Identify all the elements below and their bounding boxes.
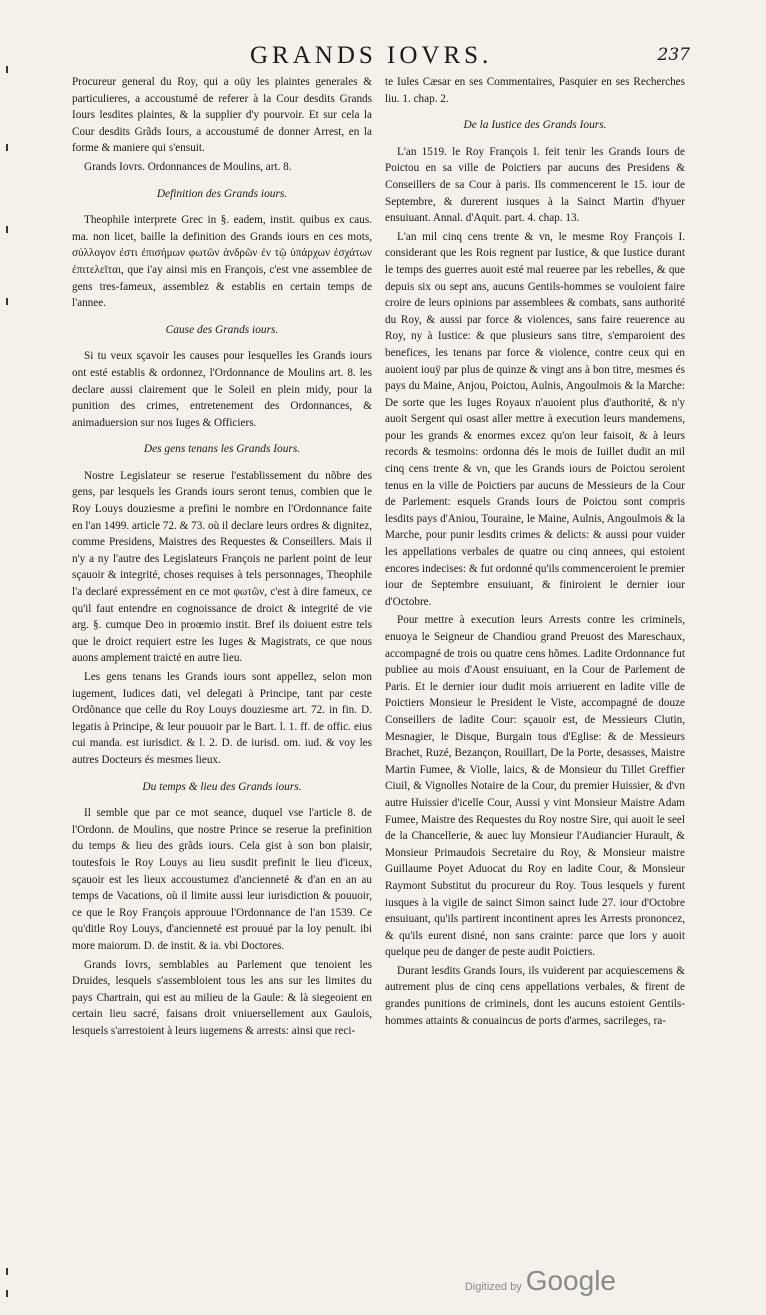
- section-heading: De la Iustice des Grands Iours.: [463, 119, 607, 132]
- digitized-by-watermark: [465, 1265, 616, 1297]
- section-heading: Definition des Grands iours.: [156, 187, 288, 200]
- paragraph: Il semble que par ce mot seance, duquel vse l'article 8. de l'Ordonn. de Moulins, que nostre Prince se reserue la prefinition du temps & lieu des grãds iours. Cela gist à son bon plaisir, toutesfois le Roy Louys au lieu susdit prefinit le lieu d'iceux, sçauoir est les lieux accoustumez d'ancienneté & d'an en an au temps de Vacations, où il limite aussi leur iurisdiction & pouuoir, ce que le Roy François approuue l'Ordonnance de l'an 1539. Ce qu'ditle Roy Louys, d'ancienneté est prouué par la loy penult. ibi more maiorum. D. de instit. & ia. vbi Doctores.: [72, 807, 372, 952]
- margin-mark: [6, 66, 12, 73]
- paragraph: Durant lesdits Grands Iours, ils vuiderent par acquiescemens & autrement plus de cinq cens appellations verbales, & firent de grandes punitions de criminels, dont les aucuns estoient Gentils-hommes attaints & conuaincus de ports d'armes, sacrileges, ra-: [385, 964, 685, 1027]
- paragraph: Si tu veux sçavoir les causes pour lesquelles les Grands iours ont esté establis & ordonnez, l'Ordonnance de Moulins art. 8. les declare aussi clairement que le Soleil en plein midy, pour la punition des crimes, entretenement des Ordonnances, & animaduersion sur nos Iuges & Officiers.: [72, 350, 372, 429]
- margin-mark: [6, 226, 12, 233]
- margin-mark: [6, 1268, 12, 1275]
- paragraph: L'an mil cinq cens trente & vn, le mesme Roy François I. considerant que les Rois regnent par Iustice, & que Iustice durant le temps des guerres auoit esté mal reueree par les rebelles, & que depuis six ou sept ans, aucuns Gentils-hommes se vouloient faire croire de leurs opinions par assemblees & combats, sans authorité du Roy, & aussi par force & violences, sans faire reuerence au Roy, ny à Iustice: & que plusieurs sans titre, s'emparoient des benefices, les tenans par force & violence, contre ceux qui en auoient iouÿ par plus de quinze & vingt ans à bon titre, mesmes és pays du Maine, Anjou, Poictou, Aulnis, Angoulmois & la Marche: De sorte que les Iuges Royaux n'auoient plus d'authorité, & n'y auoit Sergent qui osast aller mettre à execution leurs mandemens, pour les grands & enormes excez qu'on leur faisoit, & à leurs records & tesmoins: ordonna dés le mois de Iuillet dudit an mil cinq cens trente & vn, que les Grands iours de Poictou seroient tenus en la ville de Poictiers par aucuns de Messieurs de la Cour de Parlement: esquels Grands Iours de Poictou sont compris lesdits pays d'Aniou, Touraine, le Maine, Aulnis, Angoulmois & la Marche, pour punir lesdits crimes & delicts: & aussi pour vuider les appellations verbales de quatre ou cinq annees, qui estoient encores indecises: & fut ordonné qu'ils commenceroient le premier iour de Septembre ensuiuant, & finiroient le dernier iour d'Octobre.: [385, 230, 685, 608]
- paragraph: Nostre Legislateur se reserue l'establissement du nõbre des gens, par lesquels les Grands iours seront tenus, combien que le Roy Louys douziesme a prefini le nombre en l'Ordonnance faite en l'an 1499. article 72. & 73. où il declare leurs ordres & dignitez, comme Presidens, Maistres des Requestes & Conseillers. Mais il n'y a ny l'autre des Legislateurs François ne parlent point de leur sçauoir & integrité, choses requises à tels personnages, Theophile l'a declaré expressément en ce mot φωτῶν, c'est à dire fameux, ce qu'il faut entendre en cognoissance de droict & integrité de vie arg. §. cumque Deo in proœmio instit. Bref ils doiuent estre tels que le droict requiert estre les Iuges & Magistrats, ce que nous auons amplement traicté en autre lieu.: [72, 469, 372, 665]
- margin-mark: [6, 144, 12, 151]
- paragraph: L'an 1519. le Roy François I. feit tenir les Grands Iours de Poictou en sa ville de Poictiers par aucuns des Presidens & Conseillers de sa Cour à paris. Ils commencerent le 15. iour de Septembre, & durerent iusques à la Sainct Martin d'hyuer ensuiuant. Annal. d'Aquit. part. 4. chap. 13.: [385, 145, 685, 225]
- section-heading: Cause des Grands iours.: [165, 323, 279, 336]
- header-title: GRANDS IOVRS.: [250, 42, 493, 69]
- section-heading: Du temps & lieu des Grands iours.: [142, 780, 302, 793]
- left-column: [72, 74, 372, 1041]
- binding-edge-marks: [0, 40, 30, 1300]
- margin-mark: [6, 298, 12, 305]
- paragraph: Procureur general du Roy, qui a oüy les plaintes generales & particulieres, a accoustumé de referer à la Cour desdits Grands Iours lesdites plaintes, & la supplier d'y pourvoir. Et sur cela la Cour desdits Grãds Iours, a accoustumé de donner Arrest, en la forme & maniere qui s'ensuit.: [72, 76, 372, 155]
- paragraph: Theophile interprete Grec in §. eadem, instit. quibus ex caus. ma. non licet, baille la definition des Grands iours en ces mots, σύλλογον ἐστι ἐπισήμων φωτῶν ἀνδρῶν ἐν τῷ ὑπάρχων ἐσχάτων ἐπιτελεῖται, que i'ay ainsi mis en François, c'est vne assemblee de gens tres-fameux, assemblez & establis en certain temps de l'annee.: [72, 214, 372, 310]
- google-logo: Google: [525, 1265, 616, 1296]
- paragraph: Les gens tenans les Grands iours sont appellez, selon mon iugement, Iudices dati, vel delegati à Principe, tant par ceste Ordõnance que celle du Roy Louys douziesme art. 72. in fin. D. legatis à Principe, & leur pouuoir par le Bart. l. 1. ff. de offic. eius cui manda. est iurisdict. & l. 2. D. de iurisd. om. iud. & voy les autres Docteurs és mesmes lieux.: [72, 671, 372, 766]
- paragraph: Grands Iovrs, semblables au Parlement que tenoient les Druides, lesquels s'assembloient tous les ans sur les limites du pays Chartrain, qui est au milieu de la Gaule: & là siegeoient en certain lieu sacré, faisans droit vniuersellement aux Gaulois, lesquels s'arrestoient à leurs iugemens & arrests: ainsi que reci-: [72, 958, 372, 1037]
- watermark-prefix: Digitized by: [464, 1281, 522, 1293]
- paragraph: Pour mettre à execution leurs Arrests contre les criminels, enuoya le Seigneur de Chandiou grand Preuost des Mareschaux, accompagné de trois ou quatre cens hõmes. Ladite Ordonnance fut publiee au mois d'Aoust ensuiuant, en la Cour de Parlement de Paris. Et le dernier iour dudit mois arriuerent en ladite ville de Poictiers Monsieur le President le Viste, accompagné de douze Conseillers de ladite Cour: sçauoir est, de Messieurs Clutin, Mesnagier, le Disque, Burgain tous d'Eglise: & de Messieurs Brachet, Ruzé, Bezançon, Rouillart, De la Porte, desasses, Maistre Martin Fumee, & Violle, laics, & de Monsieur du Tillet Greffier Ciuil, & Vignolles Notaire de la Cour, du premier Huissier, & d'vn autre Huissier d'icelle Cour, Aussi y vint Monsieur Maistre Adam Fumee, Maistre des Requestes du Roy nostre Sire, qui auoit le seel de la Chancellerie, & auec luy Monsieur l'Audiancier Hurault, & Monsieur Primaudois Secretaire du Roy, & Monsieur maistre Guillaume Poyet Aduocat du Roy en ladite Cour, & Monsieur Raymont Substitut du procureur du Roy. Tous lesquels y furent iusques à la vigile de sainct Simon sainct Iude 27. iour d'Octobre ensuiuant, qu'ils partirent incontinent apres les Arrests prononcez, & qu'ils eurent disné, non sans crainte: parce que lors y auoit quelque peu de danger de peste audit Poictiers.: [385, 614, 685, 959]
- right-column: [385, 74, 685, 1031]
- paragraph: Grands Iovrs. Ordonnances de Moulins, art. 8.: [84, 160, 292, 173]
- running-header: [70, 42, 690, 72]
- margin-mark: [6, 1290, 12, 1297]
- page-number: 237: [657, 45, 690, 65]
- paragraph: te Iules Cæsar en ses Commentaires, Pasquier en ses Recherches liu. 1. chap. 2.: [385, 76, 685, 105]
- section-heading: Des gens tenans les Grands Iours.: [143, 443, 301, 456]
